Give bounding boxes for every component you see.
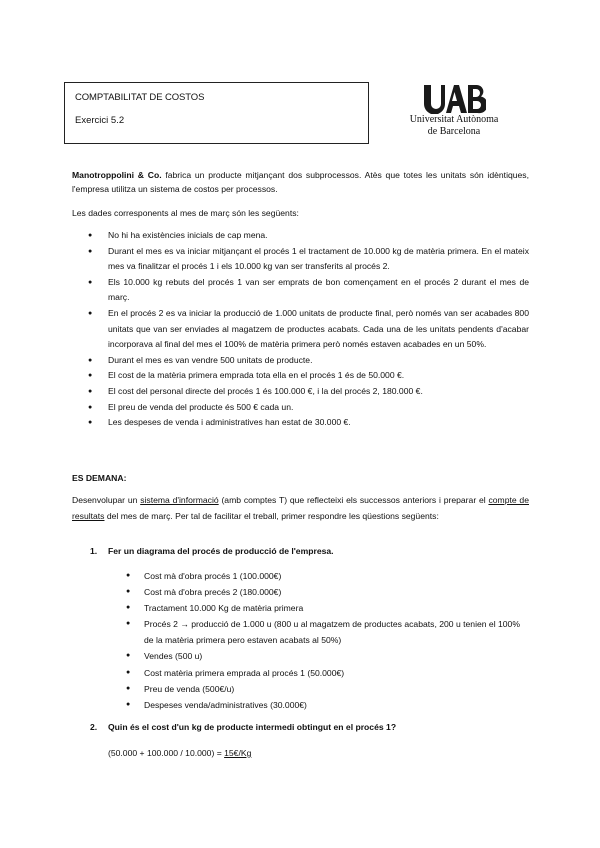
list-item: ● Durant el mes es va iniciar mitjançant el procés 1 el tractament de 10.000 kg de matèria primera. En el mateix mes va finalitzar el procés 1 i els 10.000 kg van ser transferits al procés 2. (72, 244, 529, 275)
question-1 (90, 546, 334, 556)
list-item: ● Tractament 10.000 Kg de matèria primera (108, 600, 520, 616)
list-item: ● Els 10.000 kg rebuts del procés 1 van ser emprats de bon començament en el procés 2 durant el mes de març. (72, 275, 529, 306)
task-text-2: (amb comptes T) que reflecteixi els successos anteriors i preparar el (218, 495, 489, 505)
question-1-text: Fer un diagrama del procés de producció de l'empresa. (108, 546, 334, 556)
list-item: ● El preu de venda del producte és 500 € cada un. (72, 400, 529, 416)
list-item: ● Preu de venda (500€/u) (108, 681, 520, 697)
intro-text: fabrica un producte mitjançant dos subprocessos. Atès que totes les unitats són idèntiques, l'empresa utilitza un sistema de costos per processos. (72, 170, 529, 194)
answer-2-result: 15€/Kg (224, 748, 252, 758)
header-box (64, 82, 369, 144)
task-text-3: del mes de març. Per tal de facilitar el treball, primer respondre les qüestions següents: (104, 510, 439, 521)
answer-2-formula: (50.000 + 100.000 / 10.000) = (108, 748, 225, 758)
question-2 (90, 722, 396, 732)
list-item: ● En el procés 2 es va iniciar la producció de 1.000 unitats de producte final, però només van ser acabades 800 unitats que van ser enviades al magatzem de productes acabats. Cada una de les unitats pendents d'acabar incorporava al final del mes el 100% de matèria primera però només estaven acabades en un 50%. (72, 306, 529, 353)
list-item: ● Les despeses de venda i administratives han estat de 30.000 €. (72, 415, 529, 431)
logo-line-1: Universitat Autònoma (409, 114, 499, 125)
question-2-number: 2. (90, 722, 98, 732)
question-1-number: 1. (90, 546, 98, 556)
list-item: ● No hi ha existències inicials de cap mena. (72, 228, 529, 244)
section-heading: ES DEMANA: (72, 473, 127, 483)
answer-2 (108, 748, 251, 758)
data-list (72, 228, 529, 431)
task-term-sistema: sistema d'informació (140, 495, 219, 505)
list-item: ● El cost de la matèria primera emprada tota ella en el procés 1 és de 50.000 €. (72, 368, 529, 384)
course-title: COMPTABILITAT DE COSTOS (75, 92, 205, 103)
data-intro: Les dades corresponents al mes de març són les següents: (72, 208, 299, 218)
company-name: Manotroppolini & Co. (72, 170, 162, 180)
list-item: ● El cost del personal directe del procés 1 és 100.000 €, i la del procés 2, 180.000 €. (72, 384, 529, 400)
answer-1-list (108, 568, 520, 713)
exercise-label: Exercici 5.2 (75, 115, 125, 126)
uab-logo-mark (422, 84, 486, 114)
question-2-text: Quin és el cost d'un kg de producte intermedi obtingut en el procés 1? (108, 722, 397, 732)
task-term-compte: compte de resultats (72, 495, 529, 521)
uab-logo (398, 84, 510, 137)
logo-line-2: de Barcelona (427, 125, 481, 137)
list-item: ● Cost matèria primera emprada al procés 1 (50.000€) (108, 665, 520, 681)
list-item: ● Durant el mes es van vendre 500 unitats de producte. (72, 353, 529, 369)
list-item: ● Procés 2 → producció de 1.000 u (800 u al magatzem de productes acabats, 200 u tenien el 100% de la matèria primera pero estaven acabats al 50%) (108, 616, 520, 648)
intro-paragraph (72, 168, 529, 196)
list-item: ● Despeses venda/administratives (30.000€) (108, 697, 520, 713)
task-text-1: Desenvolupar un (72, 495, 141, 505)
list-item: ● Cost mà d'obra procés 1 (100.000€) (108, 568, 520, 584)
task-paragraph (72, 493, 529, 524)
list-item: ● Vendes (500 u) (108, 648, 520, 664)
list-item: ● Cost mà d'obra precés 2 (180.000€) (108, 584, 520, 600)
